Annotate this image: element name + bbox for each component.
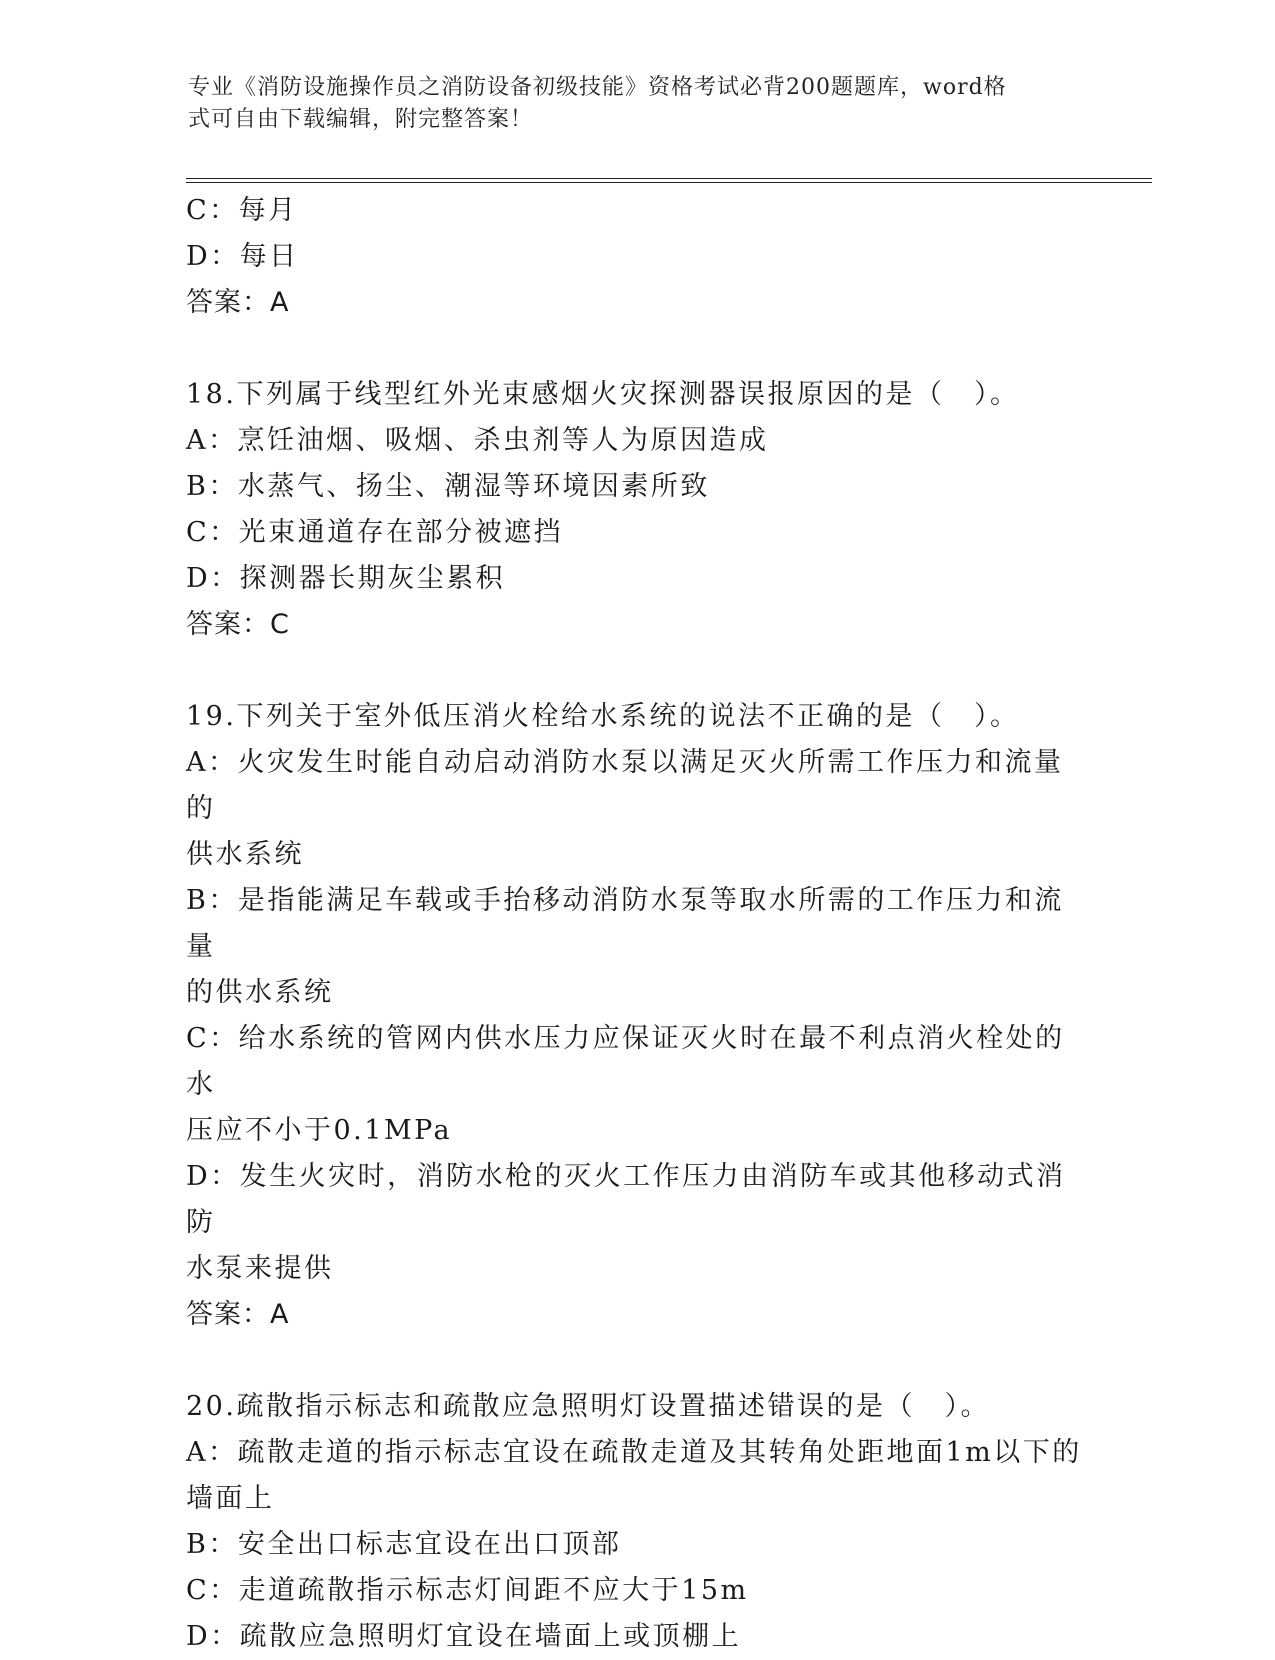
spacer (186, 326, 1086, 372)
answer-line: 答案：A (186, 1299, 290, 1330)
question-20 (186, 1384, 1086, 1660)
header-title-line-2: 式可自由下载编辑，附完整答案！ (188, 107, 534, 132)
option-c-continued: 压应不小于0.1MPa (186, 1115, 453, 1146)
option-a-continued: 供水系统 (186, 839, 304, 870)
question-stem: 18.下列属于线型红外光束感烟火灾探测器误报原因的是（ ）。 (186, 379, 1020, 410)
option-a-continued: 墙面上 (186, 1483, 275, 1514)
question-list (186, 188, 1086, 1660)
option-a: A：疏散走道的指示标志宜设在疏散走道及其转角处距地面1m以下的 (186, 1437, 1082, 1468)
option-d: D：每日 (186, 241, 299, 272)
option-c: C：走道疏散指示标志灯间距不应大于15m (186, 1575, 749, 1606)
question-stem: 20.疏散指示标志和疏散应急照明灯设置描述错误的是（ ）。 (186, 1391, 990, 1422)
option-a: A：火灾发生时能自动启动消防水泵以满足灭火所需工作压力和流量的 (186, 747, 1064, 824)
question-18 (186, 372, 1086, 648)
header-double-rule (186, 178, 1152, 183)
option-b: B：水蒸气、扬尘、潮湿等环境因素所致 (186, 471, 710, 502)
option-c: C：光束通道存在部分被遮挡 (186, 517, 564, 548)
answer-line: 答案：A (186, 287, 290, 318)
option-d: D：发生火灾时，消防水枪的灭火工作压力由消防车或其他移动式消防 (186, 1161, 1066, 1238)
option-b: B：安全出口标志宜设在出口顶部 (186, 1529, 622, 1560)
header-title-line-1: 专业《消防设施操作员之消防设备初级技能》资格考试必背200题题库，word格 (188, 75, 1007, 100)
option-c: C：每月 (186, 195, 298, 226)
option-c: C：给水系统的管网内供水压力应保证灭火时在最不利点消火栓处的水 (186, 1023, 1065, 1100)
answer-line: 答案：C (186, 609, 290, 640)
option-a: A：烹饪油烟、吸烟、杀虫剂等人为原因造成 (186, 425, 769, 456)
option-d: D：疏散应急照明灯宜设在墙面上或顶棚上 (186, 1621, 742, 1652)
option-d-continued: 水泵来提供 (186, 1253, 334, 1284)
spacer (186, 1338, 1086, 1384)
question-stem: 19.下列关于室外低压消火栓给水系统的说法不正确的是（ ）。 (186, 701, 1020, 732)
spacer (186, 648, 1086, 694)
question-19 (186, 694, 1086, 1338)
option-b-continued: 的供水系统 (186, 977, 334, 1008)
previous-question-tail (186, 188, 1086, 326)
option-b: B：是指能满足车载或手抬移动消防水泵等取水所需的工作压力和流量 (186, 885, 1064, 962)
option-d: D：探测器长期灰尘累积 (186, 563, 506, 594)
document-header (188, 72, 1068, 136)
